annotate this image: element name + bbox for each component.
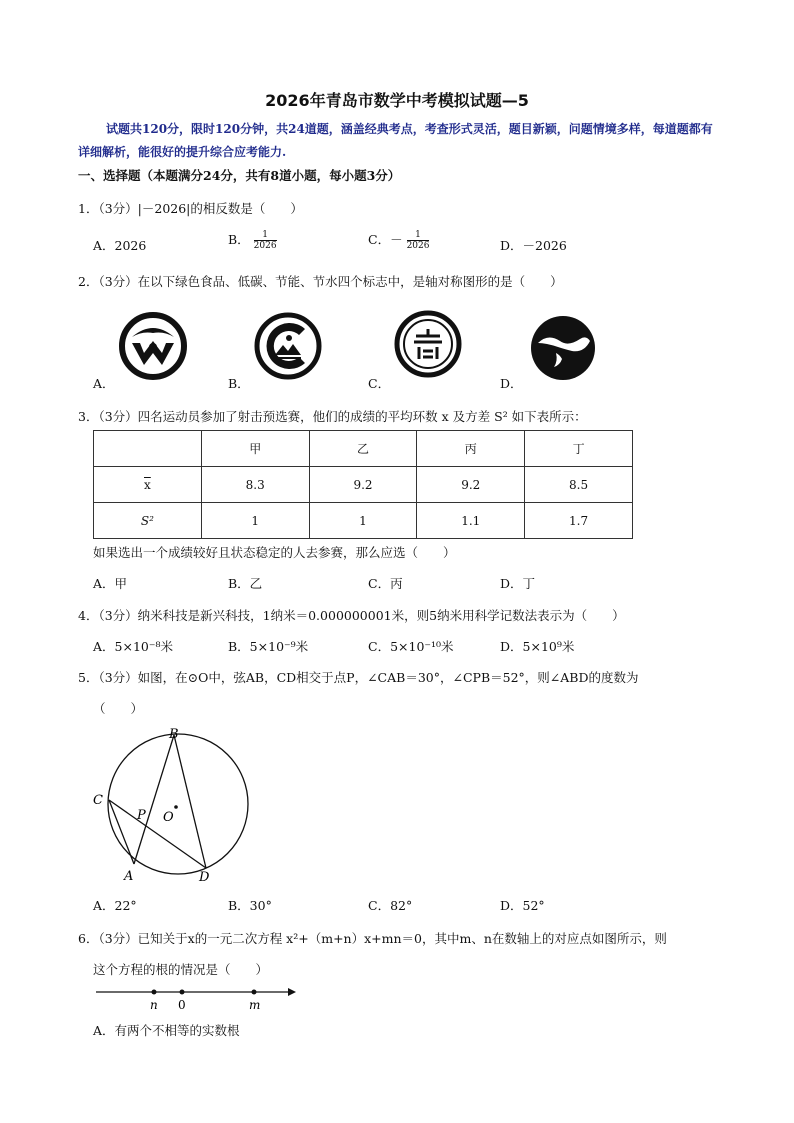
q1-option-d: D．－2026 (500, 238, 567, 253)
table-header-cell: 乙 (309, 431, 417, 467)
point-label-c: C (93, 793, 103, 808)
section-heading: 一、选择题（本题满分24分，共有8道小题，每小题3分） (78, 168, 401, 183)
table-cell: 8.3 (201, 467, 309, 503)
question-6-stem-continued: 这个方程的根的情况是（ ） (93, 962, 269, 977)
q5-answer-paren: （ ） (93, 701, 144, 716)
question-2-stem: 2．（3分）在以下绿色食品、低碳、节能、节水四个标志中，是轴对称图形的是（ ） (78, 274, 563, 289)
q2-label-d: D． (500, 376, 523, 391)
q6-option-a: A．有两个不相等的实数根 (93, 1023, 240, 1038)
q2-label-c: C． (368, 376, 391, 391)
table-header-cell (94, 431, 202, 467)
table-row (94, 467, 633, 503)
table-header-cell: 丁 (525, 431, 633, 467)
question-1-stem: 1．（3分）|－2026|的相反数是（ ） (78, 201, 303, 216)
table-cell: 9.2 (417, 467, 525, 503)
axis-label-n: n (150, 998, 158, 1012)
question-3-stem: 3．（3分）四名运动员参加了射击预选赛，他们的成绩的平均环数 x 及方差 S² 如下表所示： (78, 409, 587, 424)
point-label-o: O (163, 810, 174, 825)
q1-b-numerator: 1 (254, 230, 277, 241)
table-header-cell: 甲 (201, 431, 309, 467)
question-6-stem: 6．（3分）已知关于x的一元二次方程 x²+（m+n）x+mn＝0，其中m、n在数轴上的对应点如图所示，则 (78, 931, 667, 946)
q4-option-a: A．5×10⁻⁸米 (93, 639, 173, 654)
q4-option-b: B．5×10⁻⁹米 (228, 639, 309, 654)
table-header-cell: 丙 (417, 431, 525, 467)
table-cell: 1 (309, 503, 417, 539)
table-cell: 9.2 (309, 467, 417, 503)
q1-option-b-prefix: B． (228, 232, 250, 247)
number-line-figure (92, 983, 302, 1013)
point-label-p: P (137, 808, 146, 823)
mean-label-cell: $\overline{x}$ (94, 467, 202, 503)
q5-option-c: C．82° (368, 898, 413, 913)
q3-follow-up: 如果选出一个成绩较好且状态稳定的人去参赛，那么应选（ ） (93, 545, 456, 560)
q5-option-a: A．22° (93, 898, 137, 913)
table-cell: 8.5 (525, 467, 633, 503)
table-cell: 1.7 (525, 503, 633, 539)
q1-c-denominator: 2026 (406, 241, 430, 251)
q3-option-c: C．丙 (368, 576, 403, 591)
variance-label-cell: S² (94, 503, 202, 539)
page-title: 2026年青岛市数学中考模拟试题—5 (265, 91, 529, 110)
q3-option-d: D．丁 (500, 576, 536, 591)
q4-option-c: C．5×10⁻¹⁰米 (368, 639, 454, 654)
question-4-stem: 4．（3分）纳米科技是新兴科技，1纳米＝0.000000001米，则5纳米用科学记数法表示为（ ） (78, 608, 625, 623)
table-row (94, 431, 633, 467)
point-label-d: D (199, 870, 210, 884)
q1-option-c (368, 230, 429, 251)
table-cell: 1.1 (417, 503, 525, 539)
energy-saving-logo-icon (393, 309, 463, 379)
q1-option-c-prefix: C．－ (368, 232, 403, 247)
circle-geometry-figure (88, 724, 258, 884)
q1-c-numerator: 1 (407, 230, 430, 241)
green-food-logo-icon (118, 311, 188, 381)
water-saving-logo-icon (528, 313, 598, 383)
q3-option-a: A．甲 (93, 576, 128, 591)
q1-option-b-fraction (254, 230, 277, 251)
q1-option-c-fraction (407, 230, 430, 251)
low-carbon-logo-icon (253, 311, 323, 381)
q2-label-b: B． (228, 376, 250, 391)
point-label-a: A (124, 869, 134, 884)
point-label-b: B (169, 727, 179, 742)
axis-label-m: m (249, 998, 261, 1012)
q2-label-a: A． (93, 376, 115, 391)
question-5-stem: 5．（3分）如图，在⊙O中，弦AB，CD相交于点P，∠CAB＝30°，∠CPB＝52°，则∠ABD的度数为 (78, 670, 639, 685)
table-row (94, 503, 633, 539)
table-cell: 1 (201, 503, 309, 539)
q5-option-d: D．52° (500, 898, 545, 913)
scores-table (93, 430, 633, 539)
q5-option-b: B．30° (228, 898, 272, 913)
q4-option-d: D．5×10⁹米 (500, 639, 575, 654)
q1-b-denominator: 2026 (253, 241, 277, 251)
axis-label-zero: 0 (178, 998, 186, 1012)
intro-paragraph: 试题共120分，限时120分钟，共24道题，涵盖经典考点，考查形式灵活，题目新颖，问题情境多样，每道题都有详细解析，能很好的提升综合应考能力. (78, 122, 713, 159)
q1-option-b (228, 230, 277, 251)
q1-option-a: A．2026 (93, 238, 147, 253)
q3-option-b: B．乙 (228, 576, 263, 591)
